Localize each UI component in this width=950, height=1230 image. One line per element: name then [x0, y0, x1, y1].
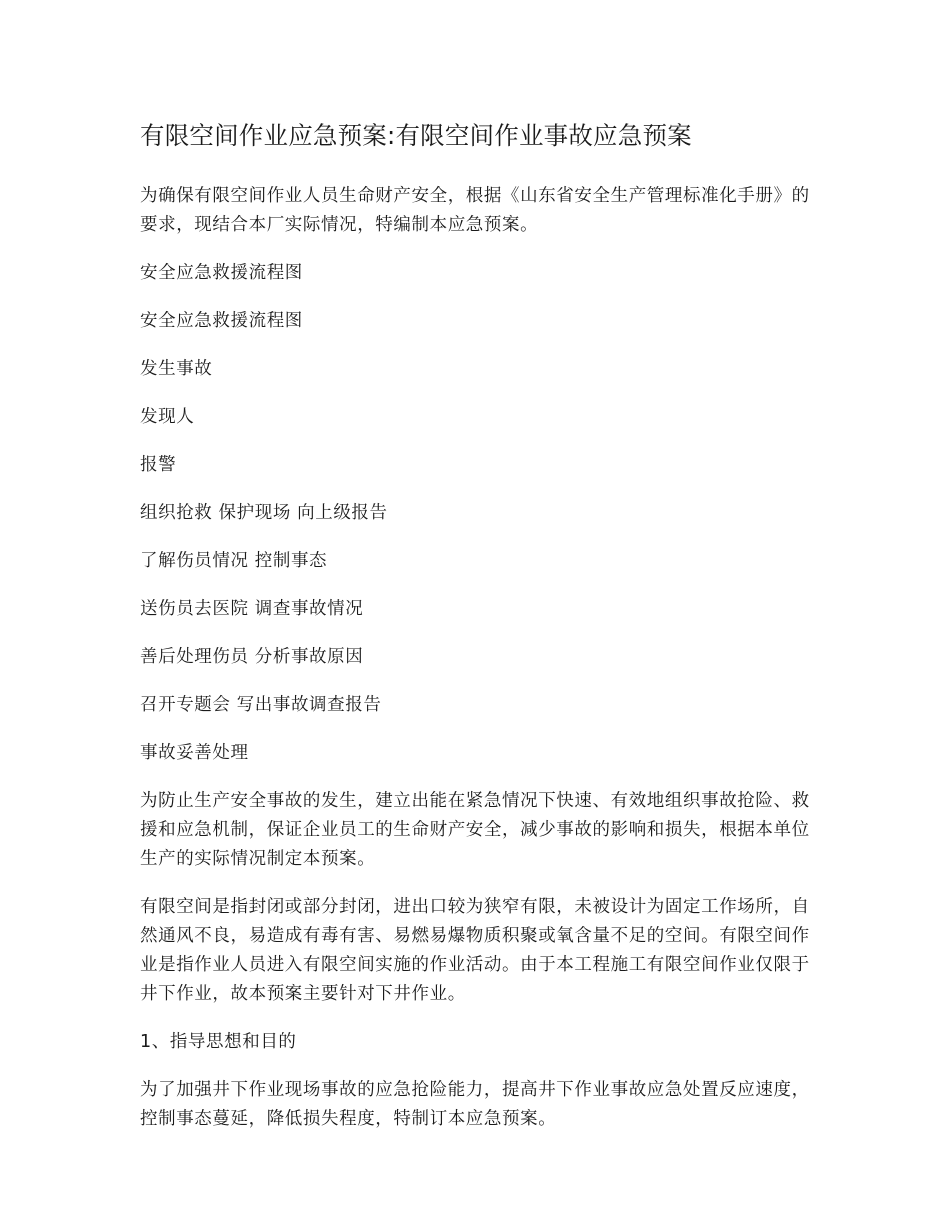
- flow-step: 召开专题会 写出事故调查报告: [140, 695, 382, 715]
- flow-step: 了解伤员情况 控制事态: [140, 551, 328, 571]
- flow-step: 事故妥善处理: [140, 743, 249, 763]
- document-page: [140, 118, 812, 1153]
- flow-step: 发生事故: [140, 359, 213, 379]
- flow-step: 善后处理伤员 分析事故原因: [140, 647, 364, 667]
- definition-paragraph: 有限空间是指封闭或部分封闭，进出口较为狭窄有限，未被设计为固定工作场所，自然通风不良，易造成有毒有害、易燃易爆物质积聚或氧含量不足的空间。有限空间作业是指作业人员进入有限空间实施的作业活动。由于本工程施工有限空间作业仅限于井下作业，故本预案主要针对下井作业。: [140, 897, 810, 1004]
- section-heading: 1、指导思想和目的: [140, 1032, 297, 1052]
- flow-step: 送伤员去医院 调查事故情况: [140, 599, 364, 619]
- flow-step: 报警: [140, 455, 177, 475]
- document-title: 有限空间作业应急预案:有限空间作业事故应急预案: [140, 121, 692, 150]
- flow-step: 发现人: [140, 407, 195, 427]
- purpose-paragraph: 为防止生产安全事故的发生，建立出能在紧急情况下快速、有效地组织事故抢险、救援和应急机制，保证企业员工的生命财产安全，减少事故的影响和损失，根据本单位生产的实际情况制定本预案。: [140, 791, 810, 869]
- flowchart-heading: 安全应急救援流程图: [140, 263, 303, 283]
- intro-paragraph: 为确保有限空间作业人员生命财产安全，根据《山东省安全生产管理标准化手册》的要求，现结合本厂实际情况，特编制本应急预案。: [140, 186, 810, 235]
- section-paragraph: 为了加强井下作业现场事故的应急抢险能力，提高井下作业事故应急处置反应速度，控制事态蔓延，降低损失程度，特制订本应急预案。: [140, 1080, 810, 1129]
- flow-step: 组织抢救 保护现场 向上级报告: [140, 503, 388, 523]
- flowchart-heading-repeat: 安全应急救援流程图: [140, 311, 303, 331]
